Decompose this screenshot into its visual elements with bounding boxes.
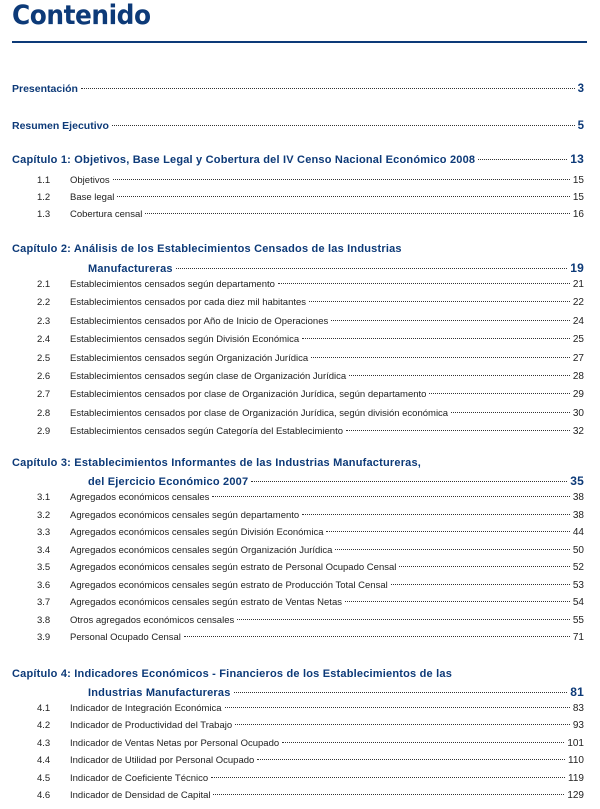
section-label: Agregados económicos censales según Organización Jurídica xyxy=(70,544,333,556)
dot-leader xyxy=(212,496,569,497)
page-number: 13 xyxy=(570,152,584,166)
page-number: 93 xyxy=(572,720,584,732)
page-title: Contenido xyxy=(12,0,151,31)
dot-leader xyxy=(311,357,570,358)
page-number: 81 xyxy=(570,685,584,699)
section-label: Agregados económicos censales xyxy=(70,492,210,503)
toc-entry-resumen-ejecutivo[interactable] xyxy=(12,120,584,132)
section-number: 4.5 xyxy=(37,772,51,784)
dot-leader xyxy=(145,213,570,214)
section-number: 3.7 xyxy=(37,597,51,608)
page-number: 3 xyxy=(577,83,584,95)
section-number: 2.1 xyxy=(37,279,51,290)
dot-leader xyxy=(302,338,570,339)
page-number: 19 xyxy=(570,261,584,275)
dot-leader xyxy=(345,601,570,602)
page-number: 15 xyxy=(572,192,584,204)
toc-section-4-2[interactable] xyxy=(37,720,584,731)
chapter-title: Capítulo 1: Objetivos, Base Legal y Cobertura del IV Censo Nacional Económico 2008 xyxy=(12,154,476,166)
section-label: Objetivos xyxy=(70,175,110,186)
page-number: 52 xyxy=(572,562,584,573)
toc-section-2-1[interactable] xyxy=(37,279,584,290)
section-number: 2.6 xyxy=(37,371,51,382)
section-number: 2.3 xyxy=(37,315,51,327)
section-label: Otros agregados económicos censales xyxy=(70,614,235,626)
dot-leader xyxy=(331,320,570,321)
section-number: 2.9 xyxy=(37,426,51,438)
section-number: 1.1 xyxy=(37,175,51,186)
section-label: Establecimientos censados por clase de Organización Jurídica, según división económica xyxy=(70,407,449,419)
dot-leader xyxy=(349,375,570,376)
page-number: 35 xyxy=(570,474,584,488)
section-label: Indicador de Ventas Netas por Personal Ocupado xyxy=(70,737,280,749)
section-number: 3.1 xyxy=(37,492,51,503)
section-number: 3.4 xyxy=(37,544,51,556)
section-number: 1.2 xyxy=(37,192,51,204)
toc-section-4-4[interactable] xyxy=(37,755,584,766)
dot-leader xyxy=(391,584,570,585)
page-number: 16 xyxy=(572,209,584,221)
page-number: 50 xyxy=(572,544,584,556)
dot-leader xyxy=(429,393,569,394)
dot-leader xyxy=(213,794,564,795)
section-label: Establecimientos censados por cada diez mil habitantes xyxy=(70,297,307,309)
page-number: 53 xyxy=(572,579,584,591)
page-number: 55 xyxy=(572,614,584,626)
page-number: 15 xyxy=(572,175,584,186)
page-number: 119 xyxy=(568,772,584,784)
dot-leader xyxy=(176,268,568,269)
chapter-title-line2: Industrias Manufactureras xyxy=(88,687,231,699)
page-number: 25 xyxy=(572,334,584,346)
dot-leader xyxy=(302,514,570,515)
section-number: 3.8 xyxy=(37,614,51,626)
chapter-3-title-line1[interactable]: Capítulo 3: Establecimientos Informantes de las Industrias Manufactureras, xyxy=(12,457,422,469)
section-label: Agregados económicos censales según departamento xyxy=(70,509,300,521)
toc-section-3-1[interactable] xyxy=(37,492,584,503)
page-number: 28 xyxy=(572,371,584,382)
dot-leader xyxy=(211,777,565,778)
section-number: 3.5 xyxy=(37,562,51,573)
dot-leader xyxy=(309,301,570,302)
toc-section-2-5[interactable] xyxy=(37,353,584,364)
toc-chapter-4[interactable] xyxy=(88,685,584,699)
toc-section-2-7[interactable] xyxy=(37,389,584,400)
section-number: 2.2 xyxy=(37,297,51,309)
page-number: 29 xyxy=(572,389,584,401)
section-number: 3.3 xyxy=(37,527,51,538)
toc-section-3-9[interactable] xyxy=(37,632,584,643)
section-label: Indicador de Coeficiente Técnico xyxy=(70,772,209,784)
page-number: 30 xyxy=(572,407,584,419)
section-label: Establecimientos censados según División Económica xyxy=(70,334,300,346)
page-number: 129 xyxy=(567,790,584,801)
toc-section-2-6[interactable] xyxy=(37,371,584,382)
dot-leader xyxy=(478,159,567,160)
page-number: 71 xyxy=(572,632,584,643)
dot-leader xyxy=(399,566,570,567)
section-label: Establecimientos censados por Año de Inicio de Operaciones xyxy=(70,315,329,327)
toc-section-3-5[interactable] xyxy=(37,562,584,573)
section-number: 3.2 xyxy=(37,509,51,521)
toc-section-3-4[interactable] xyxy=(37,545,584,556)
toc-section-1-3[interactable] xyxy=(37,209,584,220)
page-number: 101 xyxy=(567,737,584,749)
section-number: 2.8 xyxy=(37,407,51,419)
chapter-2-title-line1[interactable]: Capítulo 2: Análisis de los Establecimientos Censados de las Industrias xyxy=(12,243,402,255)
section-label: Base legal xyxy=(70,192,115,204)
dot-leader xyxy=(257,759,565,760)
section-number: 2.5 xyxy=(37,352,51,364)
dot-leader xyxy=(225,707,570,708)
toc-chapter-1[interactable] xyxy=(12,152,584,166)
toc-section-4-6[interactable] xyxy=(37,790,584,801)
dot-leader xyxy=(278,283,570,284)
toc-section-3-6[interactable] xyxy=(37,580,584,591)
dot-leader xyxy=(234,692,568,693)
section-label: Cobertura censal xyxy=(70,209,143,221)
toc-section-4-3[interactable] xyxy=(37,738,584,749)
section-label: Agregados económicos censales según División Económica xyxy=(70,527,324,538)
dot-leader xyxy=(117,196,570,197)
page-number: 21 xyxy=(572,279,584,290)
dot-leader xyxy=(184,636,570,637)
page-number: 54 xyxy=(572,597,584,608)
section-label: Indicador de Densidad de Capital xyxy=(70,790,211,801)
section-label: Establecimientos censados según Organización Jurídica xyxy=(70,352,309,364)
chapter-title-line2: del Ejercicio Económico 2007 xyxy=(88,476,249,488)
dot-leader xyxy=(335,549,569,550)
section-label: Agregados económicos censales según estrato de Personal Ocupado Censal xyxy=(70,562,397,573)
dot-leader xyxy=(282,742,564,743)
toc-section-4-1[interactable] xyxy=(37,703,584,714)
dot-leader xyxy=(326,531,569,532)
toc-section-4-5[interactable] xyxy=(37,773,584,784)
toc-entry-presentacion[interactable] xyxy=(12,83,584,95)
section-label: Establecimientos censados por clase de Organización Jurídica, según departamento xyxy=(70,389,427,401)
section-label: Indicador de Integración Económica xyxy=(70,703,222,714)
dot-leader xyxy=(113,179,570,180)
dot-leader xyxy=(451,412,570,413)
dot-leader xyxy=(112,125,575,126)
section-label: Establecimientos censados según Categoría del Establecimiento xyxy=(70,426,344,438)
section-number: 4.3 xyxy=(37,737,51,749)
section-number: 4.4 xyxy=(37,755,51,767)
section-number: 1.3 xyxy=(37,209,51,221)
dot-leader xyxy=(251,481,567,482)
page-number: 32 xyxy=(572,426,584,438)
toc-section-1-1[interactable] xyxy=(37,175,584,186)
section-label: Personal Ocupado Censal xyxy=(70,632,181,643)
section-label: Agregados económicos censales según estrato de Ventas Netas xyxy=(70,597,342,608)
page-number: 38 xyxy=(572,492,584,503)
section-label: Establecimientos censados según clase de Organización Jurídica xyxy=(70,371,347,382)
toc-section-2-2[interactable] xyxy=(37,297,584,308)
dot-leader xyxy=(81,88,575,89)
toc-section-3-7[interactable] xyxy=(37,597,584,608)
toc-chapter-3[interactable] xyxy=(88,474,584,488)
section-label: Establecimientos censados según departamento xyxy=(70,279,275,290)
section-number: 4.2 xyxy=(37,720,51,732)
page-number: 5 xyxy=(577,120,584,132)
chapter-4-title-line1[interactable]: Capítulo 4: Indicadores Económicos - Financieros de los Establecimientos de las xyxy=(12,668,453,680)
page-number: 83 xyxy=(572,703,584,714)
page-number: 38 xyxy=(572,509,584,521)
toc-section-3-2[interactable] xyxy=(37,510,584,521)
page-number: 27 xyxy=(572,352,584,364)
section-label: Indicador de Productividad del Trabajo xyxy=(70,720,233,732)
toc-section-2-9[interactable] xyxy=(37,426,584,437)
dot-leader xyxy=(237,619,570,620)
toc-chapter-2[interactable] xyxy=(88,261,584,275)
section-number: 3.9 xyxy=(37,632,51,643)
toc-section-3-3[interactable] xyxy=(37,527,584,538)
page-number: 44 xyxy=(572,527,584,538)
section-number: 3.6 xyxy=(37,579,51,591)
section-number: 4.6 xyxy=(37,790,51,801)
page-number: 24 xyxy=(572,315,584,327)
page-number: 22 xyxy=(572,297,584,309)
page-number: 110 xyxy=(568,755,584,767)
chapter-title-line2: Manufactureras xyxy=(88,263,173,275)
entry-label: Presentación xyxy=(12,83,78,95)
title-rule xyxy=(12,41,587,43)
toc-section-2-3[interactable] xyxy=(37,316,584,327)
section-label: Indicador de Utilidad por Personal Ocupado xyxy=(70,755,255,767)
section-label: Agregados económicos censales según estrato de Producción Total Censal xyxy=(70,579,388,591)
toc-section-3-8[interactable] xyxy=(37,615,584,626)
toc-section-1-2[interactable] xyxy=(37,192,584,203)
dot-leader xyxy=(346,430,570,431)
entry-label: Resumen Ejecutivo xyxy=(12,120,109,132)
section-number: 4.1 xyxy=(37,703,51,714)
toc-section-2-8[interactable] xyxy=(37,408,584,419)
section-number: 2.7 xyxy=(37,389,51,401)
dot-leader xyxy=(235,724,570,725)
section-number: 2.4 xyxy=(37,334,51,346)
toc-section-2-4[interactable] xyxy=(37,334,584,345)
